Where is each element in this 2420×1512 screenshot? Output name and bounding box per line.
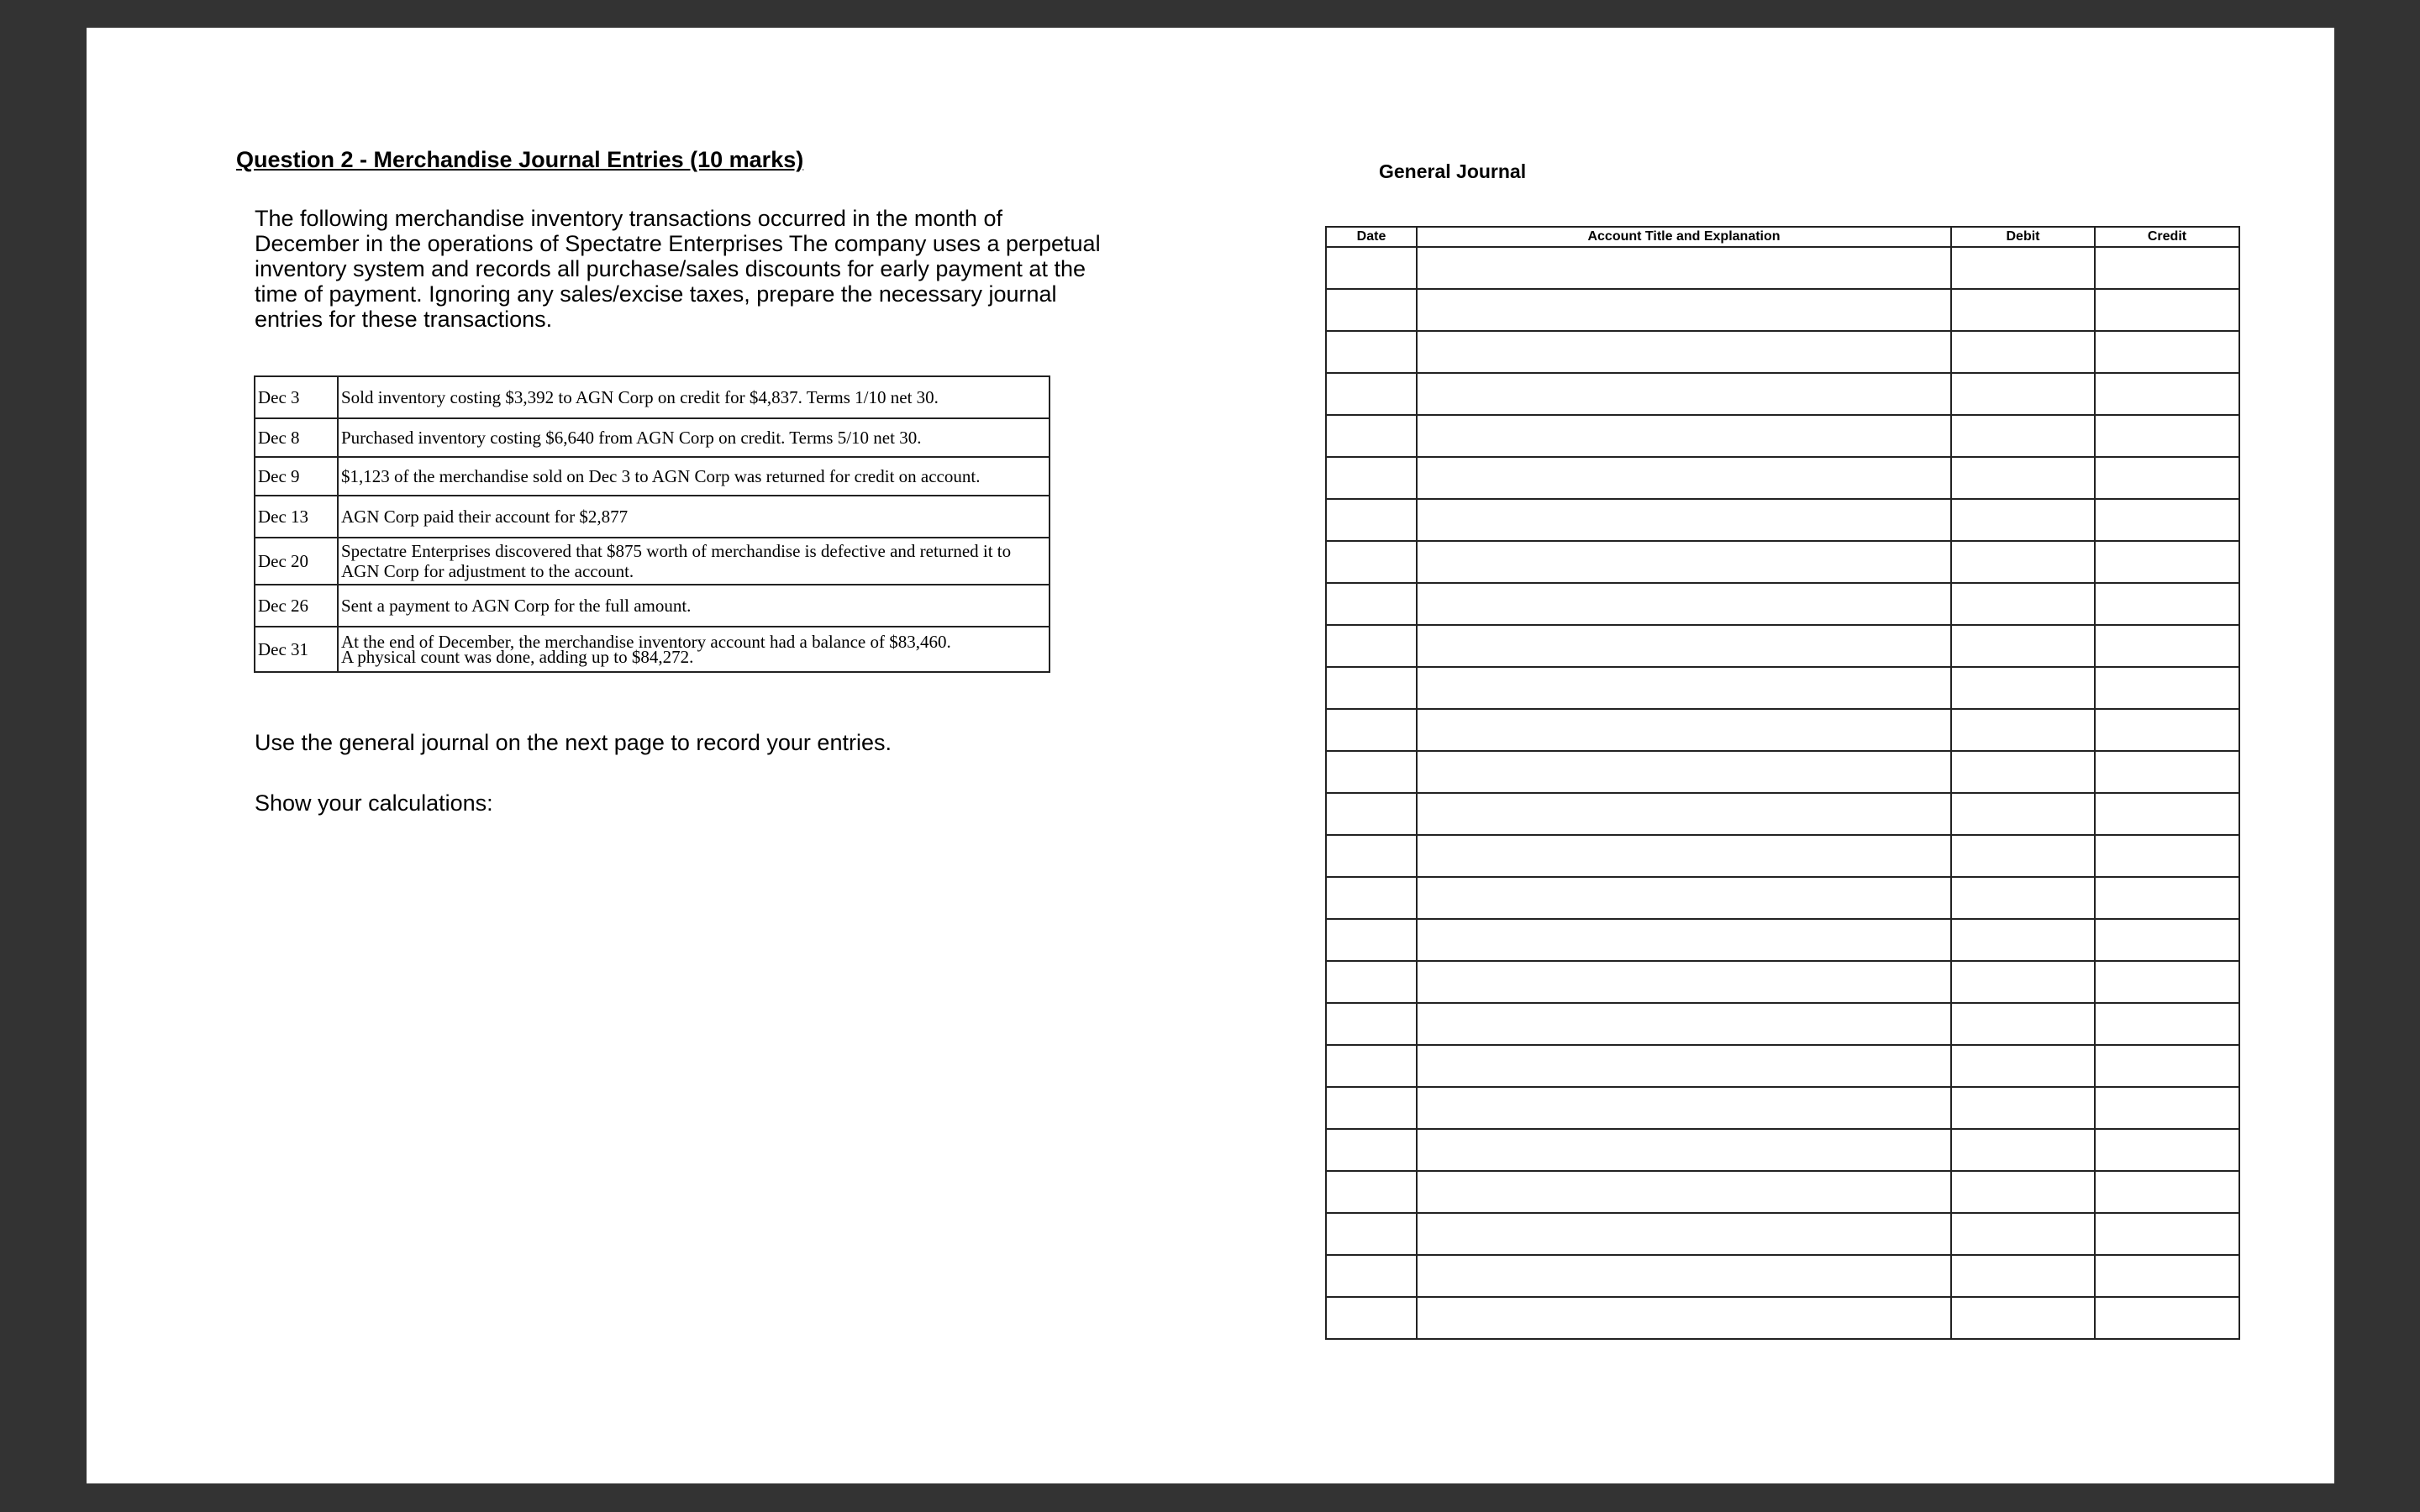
journal-header-credit: Credit [2095, 227, 2239, 247]
journal-row [1326, 499, 2239, 541]
journal-row [1326, 1045, 2239, 1087]
general-journal-table [1325, 226, 2240, 1340]
journal-cell-date[interactable] [1326, 1255, 1417, 1297]
journal-row [1326, 751, 2239, 793]
journal-cell-debit[interactable] [1951, 331, 2095, 373]
transaction-date: Dec 20 [255, 538, 338, 585]
journal-cell-date[interactable] [1326, 1087, 1417, 1129]
journal-row [1326, 247, 2239, 289]
journal-cell-date[interactable] [1326, 583, 1417, 625]
transaction-date: Dec 26 [255, 585, 338, 627]
journal-row [1326, 1171, 2239, 1213]
journal-header-date: Date [1326, 227, 1417, 247]
journal-cell-date[interactable] [1326, 331, 1417, 373]
journal-row [1326, 1129, 2239, 1171]
journal-cell-date[interactable] [1326, 1129, 1417, 1171]
transaction-text: Sent a payment to AGN Corp for the full amount. [338, 585, 1050, 627]
journal-cell-credit[interactable] [2095, 541, 2239, 583]
journal-cell-date[interactable] [1326, 457, 1417, 499]
journal-title: General Journal [1379, 160, 1527, 182]
journal-cell-debit[interactable] [1951, 919, 2095, 961]
journal-cell-debit[interactable] [1951, 667, 2095, 709]
journal-cell-credit[interactable] [2095, 751, 2239, 793]
journal-cell-date[interactable] [1326, 289, 1417, 331]
transaction-row [255, 418, 1050, 457]
journal-cell-account[interactable] [1417, 331, 1951, 373]
journal-cell-debit[interactable] [1951, 835, 2095, 877]
journal-cell-date[interactable] [1326, 373, 1417, 415]
journal-cell-debit[interactable] [1951, 1045, 2095, 1087]
journal-cell-date[interactable] [1326, 247, 1417, 289]
journal-cell-credit[interactable] [2095, 415, 2239, 457]
journal-cell-credit[interactable] [2095, 1255, 2239, 1297]
transaction-row [255, 585, 1050, 627]
journal-cell-account[interactable] [1417, 583, 1951, 625]
journal-row [1326, 961, 2239, 1003]
journal-row [1326, 1003, 2239, 1045]
transaction-text-line1: At the end of December, the merchandise inventory account had a balance of $83,460. [341, 632, 951, 652]
journal-cell-date[interactable] [1326, 1171, 1417, 1213]
journal-cell-debit[interactable] [1951, 583, 2095, 625]
journal-cell-credit[interactable] [2095, 877, 2239, 919]
journal-cell-credit[interactable] [2095, 247, 2239, 289]
journal-cell-date[interactable] [1326, 625, 1417, 667]
transaction-date: Dec 13 [255, 496, 338, 538]
journal-cell-account[interactable] [1417, 1003, 1951, 1045]
journal-cell-debit[interactable] [1951, 415, 2095, 457]
journal-cell-account[interactable] [1417, 961, 1951, 1003]
journal-row [1326, 415, 2239, 457]
journal-cell-debit[interactable] [1951, 1297, 2095, 1339]
journal-cell-credit[interactable] [2095, 583, 2239, 625]
journal-cell-date[interactable] [1326, 1297, 1417, 1339]
transaction-row [255, 457, 1050, 496]
transaction-text: Spectatre Enterprises discovered that $875 worth of merchandise is defective and returned it to AGN Corp for adjustment to the account. [338, 538, 1050, 585]
journal-cell-credit[interactable] [2095, 1087, 2239, 1129]
journal-cell-debit[interactable] [1951, 373, 2095, 415]
transactions-table [254, 375, 1050, 673]
journal-cell-date[interactable] [1326, 1003, 1417, 1045]
journal-row [1326, 1297, 2239, 1339]
journal-cell-credit[interactable] [2095, 499, 2239, 541]
journal-body [1326, 247, 2239, 1339]
journal-cell-debit[interactable] [1951, 1129, 2095, 1171]
journal-cell-credit[interactable] [2095, 1129, 2239, 1171]
journal-cell-debit[interactable] [1951, 247, 2095, 289]
journal-cell-credit[interactable] [2095, 373, 2239, 415]
journal-cell-debit[interactable] [1951, 457, 2095, 499]
journal-cell-account[interactable] [1417, 415, 1951, 457]
transaction-date: Dec 9 [255, 457, 338, 496]
journal-header-debit: Debit [1951, 227, 2095, 247]
journal-cell-credit[interactable] [2095, 835, 2239, 877]
journal-cell-debit[interactable] [1951, 541, 2095, 583]
journal-row [1326, 793, 2239, 835]
journal-cell-debit[interactable] [1951, 289, 2095, 331]
journal-cell-date[interactable] [1326, 1045, 1417, 1087]
journal-cell-debit[interactable] [1951, 625, 2095, 667]
transaction-text-line2: A physical count was done, adding up to $84,272. [341, 647, 694, 667]
journal-row [1326, 877, 2239, 919]
journal-cell-account[interactable] [1417, 751, 1951, 793]
journal-cell-account[interactable] [1417, 667, 1951, 709]
journal-cell-debit[interactable] [1951, 1255, 2095, 1297]
journal-cell-date[interactable] [1326, 751, 1417, 793]
journal-cell-credit[interactable] [2095, 289, 2239, 331]
question-title: Question 2 - Merchandise Journal Entries (10 marks) [236, 147, 804, 172]
journal-row [1326, 709, 2239, 751]
transaction-date: Dec 8 [255, 418, 338, 457]
journal-cell-credit[interactable] [2095, 1003, 2239, 1045]
journal-cell-date[interactable] [1326, 1213, 1417, 1255]
journal-row [1326, 1255, 2239, 1297]
journal-cell-date[interactable] [1326, 667, 1417, 709]
journal-cell-credit[interactable] [2095, 1171, 2239, 1213]
journal-cell-credit[interactable] [2095, 667, 2239, 709]
transaction-text [338, 627, 1050, 672]
journal-cell-credit[interactable] [2095, 709, 2239, 751]
journal-cell-account[interactable] [1417, 499, 1951, 541]
journal-cell-debit[interactable] [1951, 751, 2095, 793]
journal-cell-debit[interactable] [1951, 499, 2095, 541]
journal-cell-date[interactable] [1326, 835, 1417, 877]
journal-row [1326, 1213, 2239, 1255]
transaction-row [255, 538, 1050, 585]
journal-cell-account[interactable] [1417, 289, 1951, 331]
transaction-row [255, 376, 1050, 418]
journal-cell-account[interactable] [1417, 1129, 1951, 1171]
journal-cell-debit[interactable] [1951, 1087, 2095, 1129]
journal-cell-account[interactable] [1417, 793, 1951, 835]
transaction-row [255, 496, 1050, 538]
journal-cell-date[interactable] [1326, 709, 1417, 751]
journal-row [1326, 583, 2239, 625]
journal-cell-debit[interactable] [1951, 709, 2095, 751]
transaction-text: Purchased inventory costing $6,640 from AGN Corp on credit. Terms 5/10 net 30. [338, 418, 1050, 457]
journal-row [1326, 625, 2239, 667]
journal-cell-account[interactable] [1417, 373, 1951, 415]
journal-cell-credit[interactable] [2095, 793, 2239, 835]
journal-cell-debit[interactable] [1951, 1171, 2095, 1213]
journal-row [1326, 457, 2239, 499]
journal-cell-account[interactable] [1417, 1087, 1951, 1129]
journal-cell-credit[interactable] [2095, 961, 2239, 1003]
journal-cell-credit[interactable] [2095, 919, 2239, 961]
journal-cell-account[interactable] [1417, 1297, 1951, 1339]
journal-cell-account[interactable] [1417, 877, 1951, 919]
journal-cell-credit[interactable] [2095, 1297, 2239, 1339]
document-page [87, 28, 2334, 1483]
question-intro: The following merchandise inventory transactions occurred in the month of December in the operations of Spectatre Enterprises The company uses a perpetual inventory system and records all purchase/sales discounts for early payment at the time of payment. Ignoring any sales/excise taxes, prepare the necessary journal entries for these transactions. [255, 206, 1101, 332]
journal-cell-debit[interactable] [1951, 1003, 2095, 1045]
transaction-row [255, 627, 1050, 672]
transaction-date: Dec 3 [255, 376, 338, 418]
journal-cell-debit[interactable] [1951, 1213, 2095, 1255]
journal-row [1326, 1087, 2239, 1129]
journal-cell-date[interactable] [1326, 877, 1417, 919]
journal-cell-credit[interactable] [2095, 1213, 2239, 1255]
show-calculations-label: Show your calculations: [255, 790, 493, 816]
journal-cell-account[interactable] [1417, 919, 1951, 961]
journal-cell-date[interactable] [1326, 961, 1417, 1003]
journal-header-account: Account Title and Explanation [1417, 227, 1951, 247]
transaction-text: AGN Corp paid their account for $2,877 [338, 496, 1050, 538]
journal-cell-date[interactable] [1326, 919, 1417, 961]
transaction-text: Sold inventory costing $3,392 to AGN Corp on credit for $4,837. Terms 1/10 net 30. [338, 376, 1050, 418]
journal-cell-debit[interactable] [1951, 877, 2095, 919]
journal-row [1326, 331, 2239, 373]
journal-cell-debit[interactable] [1951, 793, 2095, 835]
journal-row [1326, 919, 2239, 961]
journal-cell-account[interactable] [1417, 835, 1951, 877]
use-journal-instruction: Use the general journal on the next page to record your entries. [255, 730, 892, 755]
journal-cell-account[interactable] [1417, 1213, 1951, 1255]
journal-row [1326, 667, 2239, 709]
journal-cell-date[interactable] [1326, 499, 1417, 541]
journal-row [1326, 373, 2239, 415]
journal-row [1326, 289, 2239, 331]
journal-row [1326, 835, 2239, 877]
journal-cell-account[interactable] [1417, 625, 1951, 667]
journal-header-row [1326, 227, 2239, 247]
journal-cell-debit[interactable] [1951, 961, 2095, 1003]
journal-cell-account[interactable] [1417, 541, 1951, 583]
journal-cell-credit[interactable] [2095, 331, 2239, 373]
journal-cell-account[interactable] [1417, 247, 1951, 289]
journal-cell-account[interactable] [1417, 1045, 1951, 1087]
journal-cell-account[interactable] [1417, 457, 1951, 499]
journal-cell-credit[interactable] [2095, 1045, 2239, 1087]
journal-cell-account[interactable] [1417, 1255, 1951, 1297]
journal-cell-account[interactable] [1417, 1171, 1951, 1213]
journal-cell-date[interactable] [1326, 541, 1417, 583]
journal-cell-credit[interactable] [2095, 625, 2239, 667]
journal-cell-credit[interactable] [2095, 457, 2239, 499]
transaction-text: $1,123 of the merchandise sold on Dec 3 to AGN Corp was returned for credit on account. [338, 457, 1050, 496]
transaction-date: Dec 31 [255, 627, 338, 672]
journal-cell-date[interactable] [1326, 793, 1417, 835]
journal-cell-date[interactable] [1326, 415, 1417, 457]
journal-cell-account[interactable] [1417, 709, 1951, 751]
journal-row [1326, 541, 2239, 583]
